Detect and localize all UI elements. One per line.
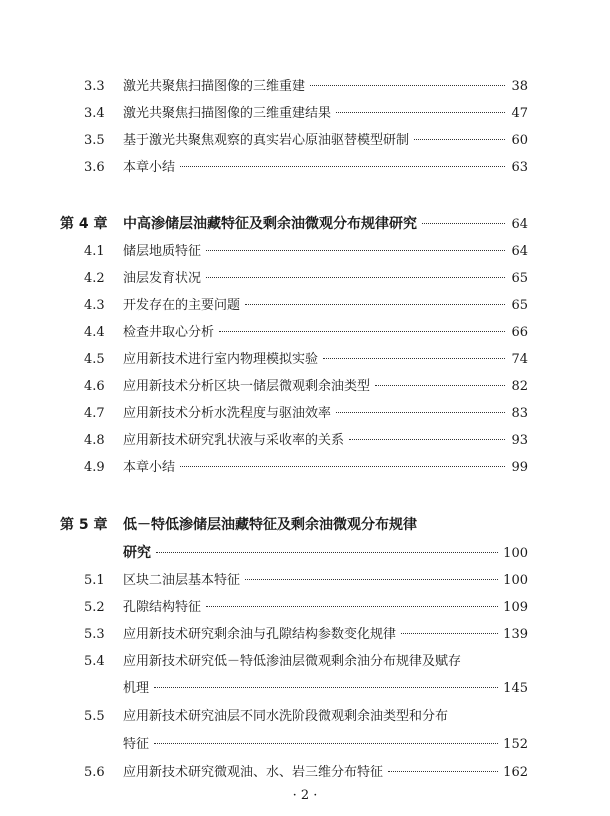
toc-entry-page: 93 <box>511 433 528 448</box>
toc-leader-dots <box>310 85 505 86</box>
toc-entry-page: 63 <box>511 160 528 175</box>
toc-entry-3-4 <box>0 104 610 124</box>
toc-entry-page: 139 <box>503 627 528 642</box>
page-number: · 2 · <box>292 788 318 803</box>
toc-entry-page: 74 <box>511 352 528 367</box>
toc-entry-4-2 <box>0 269 610 289</box>
toc-leader-dots <box>245 579 498 580</box>
toc-entry-3-6 <box>0 158 610 178</box>
toc-entry-page: 83 <box>511 406 528 421</box>
toc-entry-5-5-continued <box>0 735 610 755</box>
toc-entry-title: 应用新技术研究剩余油与孔隙结构参数变化规律 <box>123 627 397 642</box>
toc-entry-page: 162 <box>503 765 528 780</box>
toc-entry-5-5 <box>0 707 610 727</box>
toc-entry-title: 应用新技术进行室内物理模拟实验 <box>123 352 319 367</box>
toc-entry-title: 激光共聚焦扫描图像的三维重建 <box>123 79 306 94</box>
toc-entry-title: 应用新技术研究乳状液与采收率的关系 <box>123 433 345 448</box>
toc-entry-4-7 <box>0 404 610 424</box>
chapter-page: 64 <box>511 217 528 232</box>
chapter-title: 中高渗储层油藏特征及剩余油微观分布规律研究 <box>123 216 417 232</box>
toc-entry-page: 65 <box>511 271 528 286</box>
toc-entry-number: 3.6 <box>84 160 105 175</box>
toc-entry-title-line2: 特征 <box>123 737 150 752</box>
toc-leader-dots <box>349 439 505 440</box>
toc-entry-title: 应用新技术研究微观油、水、岩三维分布特征 <box>123 765 384 780</box>
toc-entry-4-8 <box>0 431 610 451</box>
toc-leader-dots <box>206 277 505 278</box>
toc-leader-dots <box>414 139 505 140</box>
toc-leader-dots <box>154 743 498 744</box>
toc-entry-number: 4.8 <box>84 433 105 448</box>
toc-leader-dots <box>388 771 498 772</box>
toc-entry-title: 应用新技术分析水洗程度与驱油效率 <box>123 406 332 421</box>
chapter-number: 第 4 章 <box>60 216 108 232</box>
chapter-page: 100 <box>503 546 528 561</box>
toc-entry-4-3 <box>0 296 610 316</box>
toc-leader-dots <box>206 250 505 251</box>
toc-entry-title: 本章小结 <box>123 460 176 475</box>
chapter-title-line1: 低－特低渗储层油藏特征及剩余油微观分布规律 <box>123 517 417 533</box>
toc-entry-title: 检查井取心分析 <box>123 325 215 340</box>
toc-entry-page: 99 <box>511 460 528 475</box>
toc-leader-dots <box>245 304 505 305</box>
toc-entry-page: 109 <box>503 600 528 615</box>
toc-entry-5-6 <box>0 763 610 783</box>
toc-leader-dots <box>323 358 505 359</box>
toc-entry-number: 5.6 <box>84 765 105 780</box>
toc-entry-page: 38 <box>511 79 528 94</box>
toc-entry-title: 基于激光共聚焦观察的真实岩心原油驱替模型研制 <box>123 133 410 148</box>
toc-chapter-5 <box>0 515 610 535</box>
toc-entry-4-5 <box>0 350 610 370</box>
toc-entry-number: 4.2 <box>84 271 105 286</box>
toc-entry-number: 4.7 <box>84 406 105 421</box>
toc-entry-number: 4.1 <box>84 244 105 259</box>
toc-leader-dots <box>336 412 505 413</box>
toc-entry-title: 油层发育状况 <box>123 271 202 286</box>
toc-entry-number: 5.1 <box>84 573 105 588</box>
toc-entry-number: 4.3 <box>84 298 105 313</box>
toc-entry-5-2 <box>0 598 610 618</box>
toc-entry-title: 孔隙结构特征 <box>123 600 202 615</box>
toc-entry-title: 应用新技术分析区块一储层微观剩余油类型 <box>123 379 371 394</box>
toc-leader-dots <box>156 552 498 553</box>
toc-entry-5-4 <box>0 652 610 672</box>
toc-entry-number: 5.2 <box>84 600 105 615</box>
toc-leader-dots <box>154 687 498 688</box>
toc-entry-page: 65 <box>511 298 528 313</box>
toc-chapter-4 <box>0 214 610 234</box>
toc-leader-dots <box>219 331 505 332</box>
toc-entry-number: 4.9 <box>84 460 105 475</box>
toc-entry-page: 82 <box>511 379 528 394</box>
toc-entry-number: 4.4 <box>84 325 105 340</box>
toc-entry-4-9 <box>0 458 610 478</box>
toc-entry-page: 60 <box>511 133 528 148</box>
toc-entry-page: 64 <box>511 244 528 259</box>
toc-entry-5-3 <box>0 625 610 645</box>
toc-entry-number: 3.5 <box>84 133 105 148</box>
toc-entry-number: 3.4 <box>84 106 105 121</box>
toc-entry-title: 区块二油层基本特征 <box>123 573 241 588</box>
toc-entry-title-line1: 应用新技术研究低－特低渗油层微观剩余油分布规律及赋存 <box>123 654 462 669</box>
toc-entry-number: 5.5 <box>84 709 105 724</box>
toc-entry-number: 5.3 <box>84 627 105 642</box>
toc-entry-3-5 <box>0 131 610 151</box>
toc-entry-number: 4.5 <box>84 352 105 367</box>
toc-entry-5-4-continued <box>0 679 610 699</box>
toc-entry-page: 145 <box>503 681 528 696</box>
toc-chapter-5-continued <box>0 543 610 563</box>
chapter-number: 第 5 章 <box>60 517 108 533</box>
toc-leader-dots <box>422 223 505 224</box>
toc-leader-dots <box>180 466 505 467</box>
toc-entry-page: 100 <box>503 573 528 588</box>
toc-entry-4-6 <box>0 377 610 397</box>
toc-entry-title-line1: 应用新技术研究油层不同水洗阶段微观剩余油类型和分布 <box>123 709 449 724</box>
chapter-title-line2: 研究 <box>123 545 151 561</box>
toc-entry-page: 66 <box>511 325 528 340</box>
toc-leader-dots <box>401 633 498 634</box>
toc-entry-number: 3.3 <box>84 79 105 94</box>
toc-entry-title: 储层地质特征 <box>123 244 202 259</box>
toc-entry-page: 47 <box>511 106 528 121</box>
toc-entry-title: 激光共聚焦扫描图像的三维重建结果 <box>123 106 332 121</box>
toc-leader-dots <box>336 112 505 113</box>
toc-entry-title: 本章小结 <box>123 160 176 175</box>
toc-entry-4-4 <box>0 323 610 343</box>
toc-entry-5-1 <box>0 571 610 591</box>
toc-entry-number: 5.4 <box>84 654 105 669</box>
toc-entry-3-3 <box>0 77 610 97</box>
toc-entry-title-line2: 机理 <box>123 681 150 696</box>
toc-entry-4-1 <box>0 242 610 262</box>
toc-leader-dots <box>375 385 505 386</box>
toc-entry-page: 152 <box>503 737 528 752</box>
toc-leader-dots <box>180 166 505 167</box>
toc-entry-number: 4.6 <box>84 379 105 394</box>
toc-leader-dots <box>206 606 498 607</box>
toc-entry-title: 开发存在的主要问题 <box>123 298 241 313</box>
